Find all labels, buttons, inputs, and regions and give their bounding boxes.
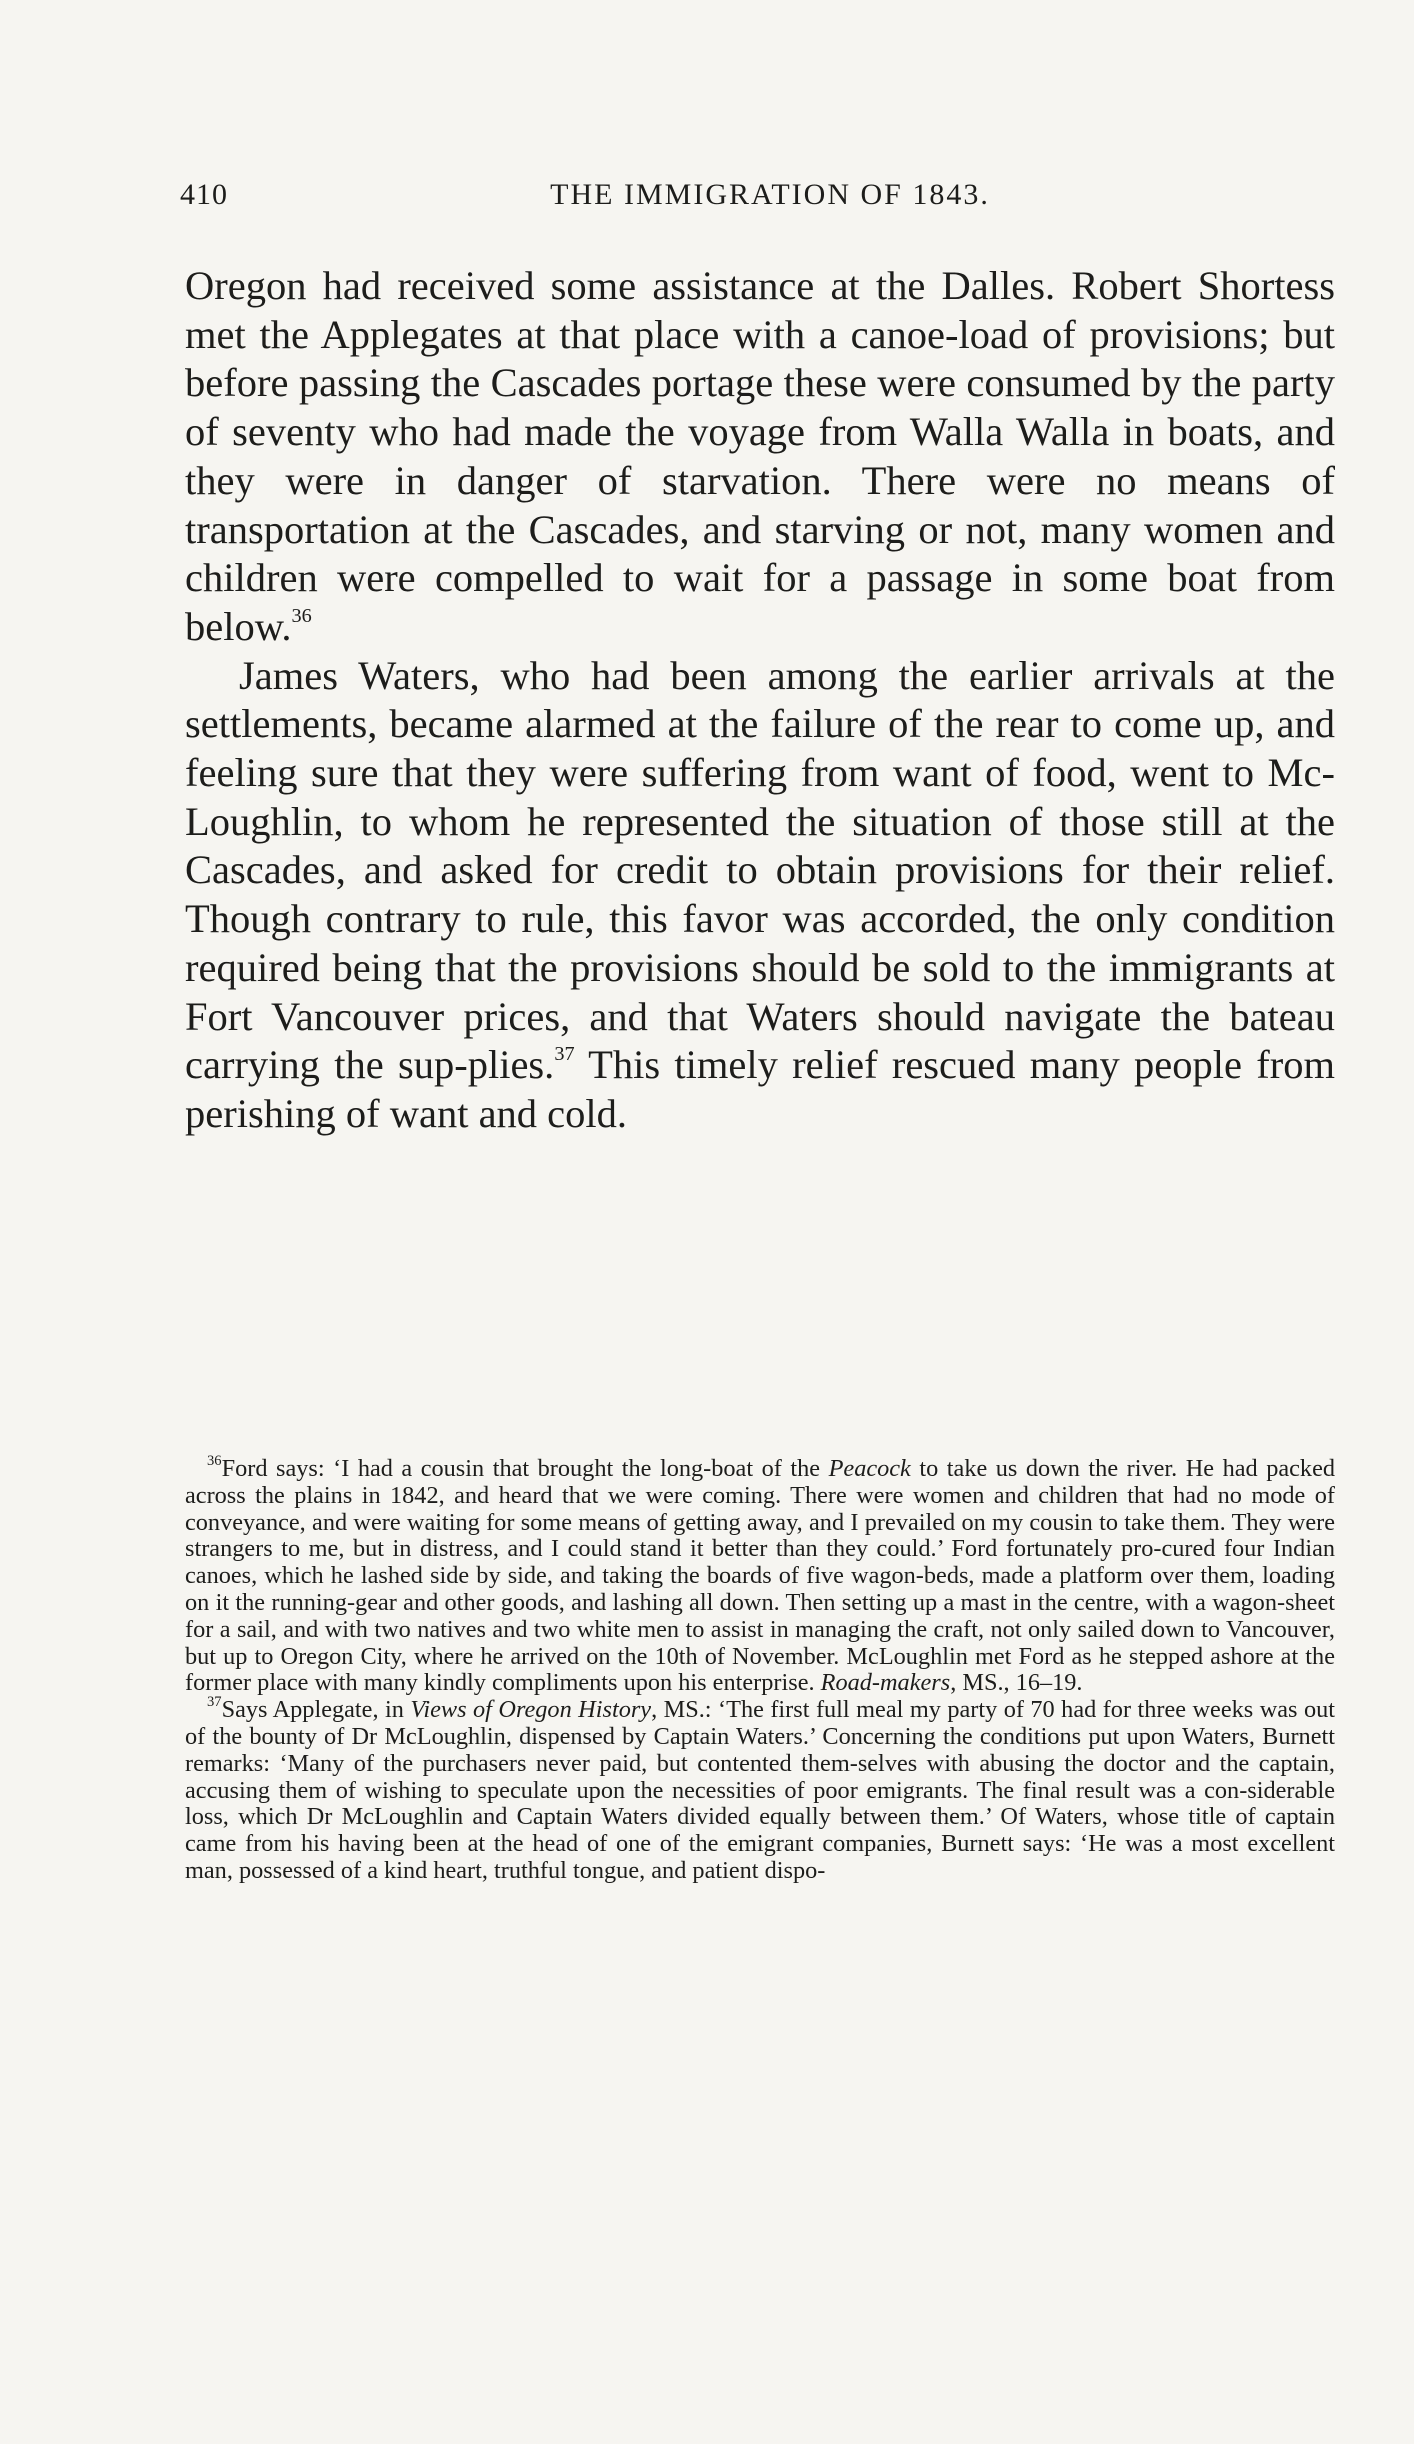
paragraph-1 — [185, 262, 1335, 652]
page-number: 410 — [180, 178, 228, 211]
footnote-37 — [185, 1694, 1335, 1885]
paragraph-2 — [185, 652, 1335, 1139]
footnote-36-source-title: Road-makers — [820, 1669, 951, 1697]
footnote-36-text-b: to take us down the river. He had packed across the plains in 1842, and heard that we were coming. There were women and children that had no mode of conveyance, and were waiting for some means of getting away, and I prevailed on my cousin to take them. They were strangers to me, but in distress, and I could stand it better than they could.’ Ford fortunately pro-cured four Indian canoes, which he lashed side by side, and taking the boards of five wagon-beds, made a platform over them, loading on it the running-gear and other goods, and lashing all down. Then setting up a mast in the centre, with a wagon-sheet for a sail, and with two natives and two white men to assist in managing the craft, not only sailed down to Vancouver, but up to Oregon City, where he arrived on the 10th of November. McLoughlin met Ford as he stepped ashore at the former place with many kindly compliments upon his enterprise. — [185, 1455, 1335, 1697]
running-title: THE IMMIGRATION OF 1843. — [550, 178, 990, 211]
footnote-36-ship-name: Peacock — [828, 1455, 911, 1482]
footnotes — [185, 1453, 1335, 1885]
page-header — [180, 178, 1360, 218]
footnote-37-text-b: , MS.: ‘The first full meal my party of 70 had for three weeks was out of the bounty of Dr McLoughlin, dispensed by Captain Waters.’ Concerning the conditions put upon Waters, Burnett remarks: ‘Many of the purchasers never paid, but contented them-selves with abusing the doctor and the captain, accusing them of wishing to speculate upon the necessities of poor emigrants. The final result was a con-siderable loss, which Dr McLoughlin and Captain Waters divided equally between them.’ Of Waters, whose title of captain came from his having been at the head of one of the emigrant companies, Burnett says: ‘He was a most excellent man, possessed of a kind heart, truthful tongue, and patient dispo- — [185, 1696, 1335, 1884]
footnote-36-text-a: Ford says: ‘I had a cousin that brought the long-boat of the — [221, 1455, 829, 1482]
paragraph-2-text-b: This timely relief rescued many people from perishing of want and cold. — [185, 1042, 1335, 1136]
paragraph-2-text-a: James Waters, who had been among the earlier arrivals at the settlements, became alarmed at the failure of the rear to come up, and feeling sure that they were suffering from want of food, went to Mc-Loughlin, to whom he represented the situation of those still at the Cascades, and asked for credit to obtain provisions for their relief. Though contrary to rule, this favor was accorded, the only condition required being that the provisions should be sold to the immigrants at Fort Vancouver prices, and that Waters should navigate the bateau carrying the sup-plies. — [185, 652, 1335, 1088]
footnote-36-marker: 36 — [207, 1453, 222, 1470]
paragraph-1-text: Oregon had received some assistance at the Dalles. Robert Shortess met the Applegates at that place with a canoe-load of provisions; but before passing the Cascades portage these were consumed by the party of seventy who had made the voyage from Walla Walla in boats, and they were in danger of starvation. There were no means of transportation at the Cascades, and starving or not, many women and children were compelled to wait for a passage in some boat from below. — [185, 263, 1335, 649]
footnote-ref-36: 36 — [291, 604, 312, 627]
footnote-37-text-a: Says Applegate, in — [221, 1696, 411, 1724]
footnote-36 — [185, 1453, 1335, 1697]
footnote-36-text-c: , MS., 16–19. — [950, 1669, 1083, 1697]
footnote-ref-37: 37 — [554, 1043, 575, 1066]
footnote-37-source-title: Views of Oregon History — [410, 1696, 652, 1724]
footnote-37-marker: 37 — [207, 1694, 222, 1711]
main-text — [185, 262, 1335, 1139]
